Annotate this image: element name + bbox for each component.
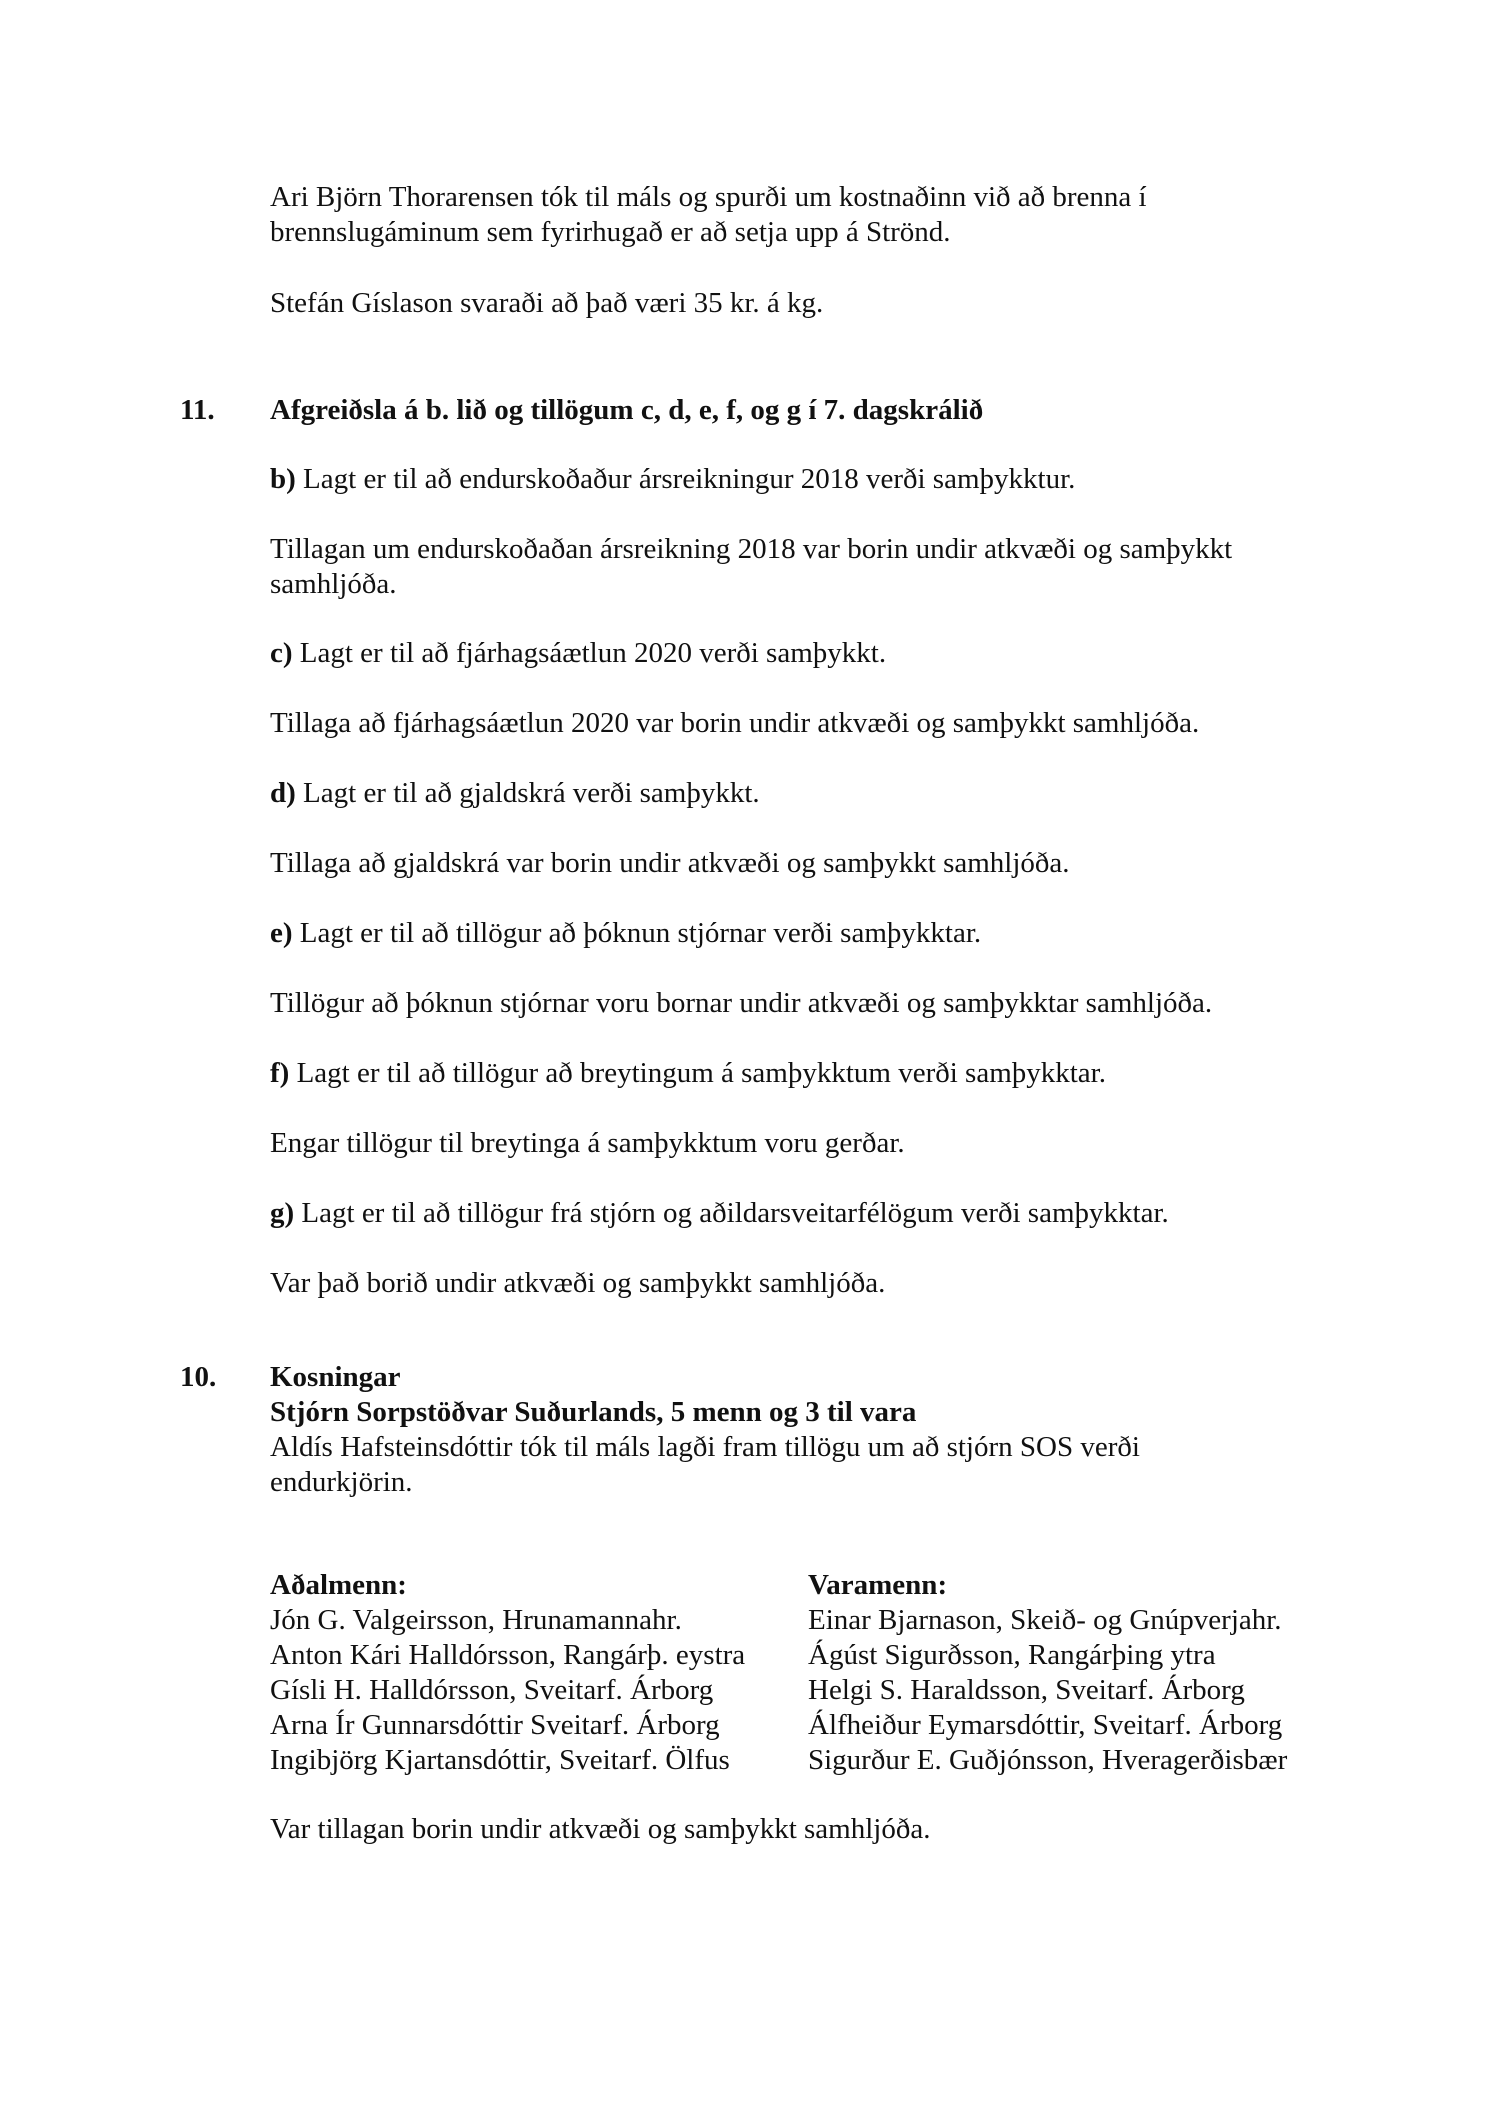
item-e-label: e) <box>270 917 293 949</box>
intro-paragraph-1-line-2: brennslugáminum sem fyrirhugað er að setja upp á Strönd. <box>270 216 951 248</box>
item-g <box>270 1196 1169 1231</box>
alternate-member: Álfheiður Eymarsdóttir, Sveitarf. Árborg <box>808 1709 1283 1741</box>
item-d-label: d) <box>270 777 296 809</box>
item-f-label: f) <box>270 1057 290 1089</box>
section-10-block <box>270 1360 1140 1500</box>
item-c-text: Lagt er til að fjárhagsáætlun 2020 verði samþykkt. <box>292 637 887 669</box>
alternate-member: Sigurður E. Guðjónsson, Hveragerðisbær <box>808 1744 1288 1776</box>
main-member: Anton Kári Halldórsson, Rangárþ. eystra <box>270 1639 746 1671</box>
main-member: Ingibjörg Kjartansdóttir, Sveitarf. Ölfus <box>270 1744 730 1776</box>
alternate-member: Helgi S. Haraldsson, Sveitarf. Árborg <box>808 1674 1245 1706</box>
intro-paragraph-1 <box>270 180 1147 250</box>
section-11-number: 11. <box>180 394 215 426</box>
main-member: Jón G. Valgeirsson, Hrunamannahr. <box>270 1604 682 1636</box>
item-e <box>270 916 981 951</box>
alternates-column <box>808 1568 1287 1778</box>
item-d-text: Lagt er til að gjaldskrá verði samþykkt. <box>295 777 760 809</box>
item-c-label: c) <box>270 637 293 669</box>
alternate-member: Einar Bjarnason, Skeið- og Gnúpverjahr. <box>808 1604 1282 1636</box>
section-10-subheading: Stjórn Sorpstöðvar Suðurlands, 5 menn og 3 til vara <box>270 1396 917 1428</box>
result-b-line-1: Tillagan um endurskoðaðan ársreikning 2018 var borin undir atkvæði og samþykkt <box>270 533 1233 565</box>
item-b-text: Lagt er til að endurskoðaður ársreikningur 2018 verði samþykktur. <box>295 463 1076 495</box>
item-f <box>270 1056 1106 1091</box>
main-member: Gísli H. Halldórsson, Sveitarf. Árborg <box>270 1674 714 1706</box>
item-c <box>270 636 886 671</box>
item-b-label: b) <box>270 463 296 495</box>
main-member: Arna Ír Gunnarsdóttir Sveitarf. Árborg <box>270 1709 720 1741</box>
result-e: Tillögur að þóknun stjórnar voru bornar undir atkvæði og samþykktar samhljóða. <box>270 987 1213 1019</box>
result-d: Tillaga að gjaldskrá var borin undir atkvæði og samþykkt samhljóða. <box>270 847 1070 879</box>
alternates-title: Varamenn: <box>808 1569 948 1601</box>
section-10-text-line-1: Aldís Hafsteinsdóttir tók til máls lagði fram tillögu um að stjórn SOS verði <box>270 1431 1140 1463</box>
result-g: Var það borið undir atkvæði og samþykkt samhljóða. <box>270 1267 886 1299</box>
main-members-column <box>270 1568 745 1778</box>
item-d <box>270 776 760 811</box>
main-members-title: Aðalmenn: <box>270 1569 407 1601</box>
result-f: Engar tillögur til breytinga á samþykktum voru gerðar. <box>270 1127 905 1159</box>
item-g-label: g) <box>270 1197 295 1229</box>
item-g-text: Lagt er til að tillögur frá stjórn og aðildarsveitarfélögum verði samþykktar. <box>294 1197 1169 1229</box>
item-f-text: Lagt er til að tillögur að breytingum á samþykktum verði samþykktar. <box>289 1057 1106 1089</box>
item-b <box>270 462 1075 497</box>
section-10-number: 10. <box>180 1361 217 1393</box>
section-10-heading: Kosningar <box>270 1361 401 1393</box>
item-e-text: Lagt er til að tillögur að þóknun stjórnar verði samþykktar. <box>292 917 982 949</box>
result-b <box>270 532 1232 602</box>
section-10-text-line-2: endurkjörin. <box>270 1466 413 1498</box>
section-11-heading: Afgreiðsla á b. lið og tillögum c, d, e, f, og g í 7. dagskrálið <box>270 394 984 426</box>
result-c: Tillaga að fjárhagsáætlun 2020 var borin undir atkvæði og samþykkt samhljóða. <box>270 707 1200 739</box>
section-10-conclusion: Var tillagan borin undir atkvæði og samþykkt samhljóða. <box>270 1813 931 1845</box>
intro-paragraph-2: Stefán Gíslason svaraði að það væri 35 kr. á kg. <box>270 287 824 319</box>
intro-paragraph-1-line-1: Ari Björn Thorarensen tók til máls og spurði um kostnaðinn við að brenna í <box>270 181 1147 213</box>
alternate-member: Ágúst Sigurðsson, Rangárþing ytra <box>808 1639 1216 1671</box>
result-b-line-2: samhljóða. <box>270 568 397 600</box>
